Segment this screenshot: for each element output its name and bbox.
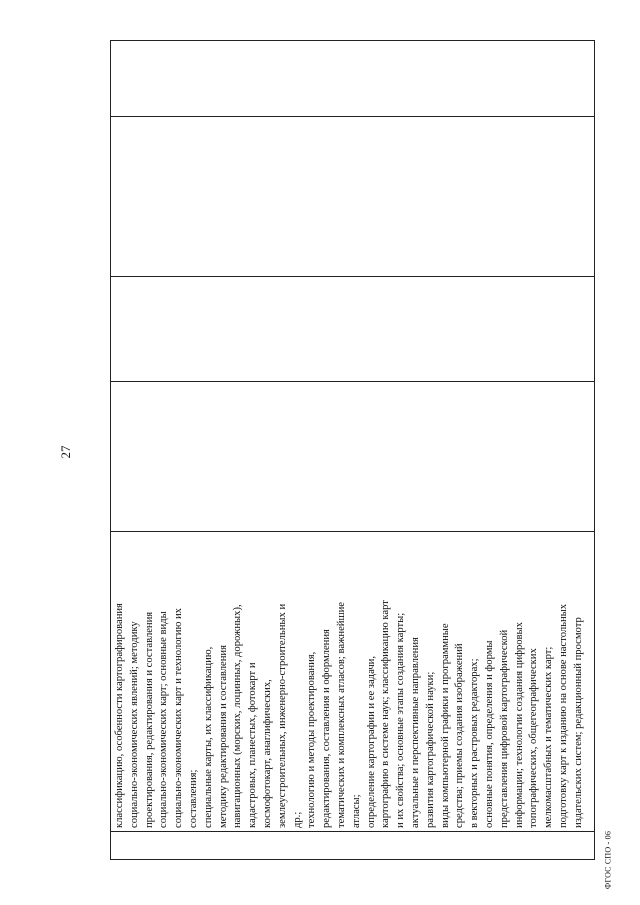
- content-line: и их свойства; основные этапы создания карты;: [395, 612, 407, 828]
- content-line: социально-экономических карт; основные виды: [158, 611, 170, 828]
- content-line: социально-экономических явлений; методику: [128, 621, 140, 828]
- content-line: в векторных и растровых редакторах;: [469, 658, 481, 828]
- content-line: представления цифровой картографической: [498, 629, 510, 828]
- content-line: мелкомасштабных и тематических карт;: [543, 646, 555, 828]
- content-line: тематических и комплексных атласов; важнейшие: [335, 602, 347, 828]
- content-line: специальные карты, их классификацию,: [202, 646, 214, 828]
- content-line: развития картографической науки;: [424, 671, 436, 828]
- table-cell-content: [111, 531, 594, 831]
- page-number: 27: [58, 445, 73, 459]
- content-line: космофотокарт, анаглифических,: [261, 679, 273, 828]
- content-line: основные понятия, определения и формы: [483, 640, 495, 828]
- rotated-table-wrapper: [110, 40, 595, 860]
- content-line: издательских систем; редакционный просмотр: [572, 617, 584, 828]
- footer-label: ФГОС СПО - 06: [603, 830, 613, 890]
- content-line: определение картографии и ее задачи,: [365, 656, 377, 828]
- content-line: др.;: [291, 811, 303, 828]
- table-cell-empty: [111, 116, 594, 276]
- content-line: составления;: [187, 769, 199, 828]
- content-line: информации; технологии создания цифровых: [513, 622, 525, 828]
- table-cell-empty: [111, 41, 594, 116]
- content-line: классификацию, особенности картографирования: [114, 603, 125, 828]
- content-line: землеустроительных, инженерно-строительных и: [276, 603, 288, 828]
- content-line: навигационных (морских, лоцинных, дорожных),: [232, 604, 244, 828]
- content-line: средства; приемы создания изображений: [454, 643, 466, 828]
- content-line: проектирования, редактирования и составления: [143, 611, 155, 828]
- content-line: социально-экономических карт и технологию их: [173, 608, 185, 828]
- content-line: технологию и методы проектирования,: [306, 651, 318, 828]
- content-line: редактирования, составления и оформления: [321, 629, 333, 828]
- content-line: топографических, общегеографических: [528, 648, 540, 828]
- content-line: актуальные и перспективные направления: [409, 637, 421, 828]
- content-line: атласы;: [350, 794, 362, 828]
- curriculum-table: [110, 40, 595, 860]
- table-cell-empty: [111, 381, 594, 531]
- content-line: кадастровых, планестых, фотокарт и: [247, 662, 259, 828]
- table-cell-index: [111, 831, 594, 859]
- content-line: подготовку карт к изданию на основе настольных: [557, 603, 569, 828]
- content-line: виды компьютерной графики и программные: [439, 623, 451, 828]
- content-line: методику редактирования и составления: [217, 645, 229, 828]
- content-line: картографию в системе наук; классификацию карт: [380, 600, 392, 828]
- table-cell-empty: [111, 276, 594, 381]
